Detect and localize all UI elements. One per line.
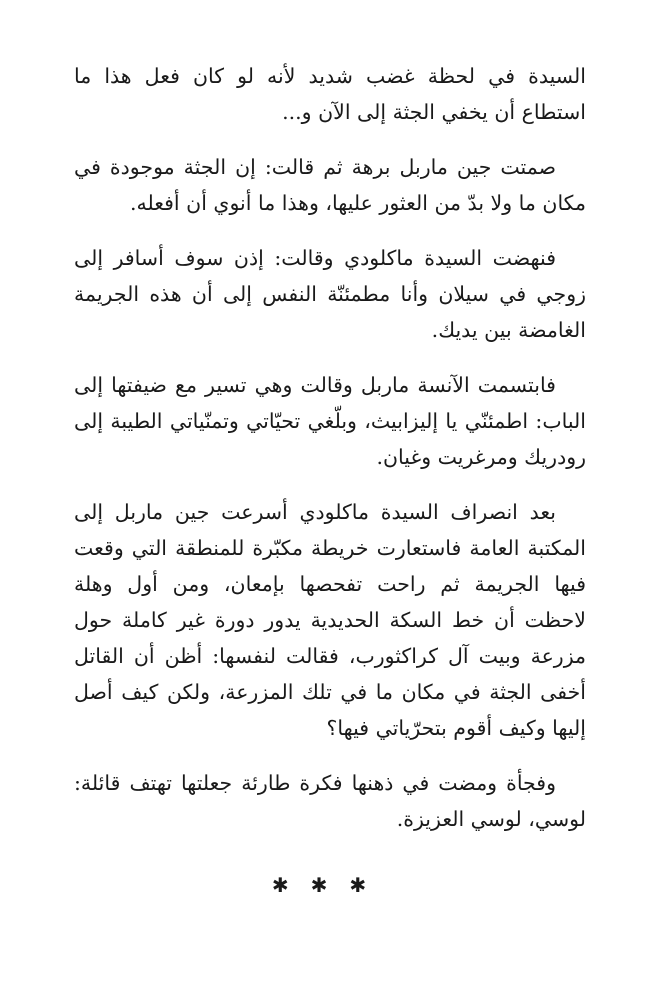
paragraph-3: فنهضت السيدة ماكلودي وقالت: إذن سوف أسافر إلى زوجي في سيلان وأنا مطمئنّة النفس إلى أن هذه الجريمة الغامضة بين يديك. bbox=[74, 246, 586, 342]
asterisk-icon: ✱ bbox=[310, 873, 350, 897]
section-separator bbox=[74, 867, 586, 903]
paragraph-2: صمتت جين ماربل برهة ثم قالت: إن الجثة موجودة في مكان ما ولا بدّ من العثور عليها، وهذا ما أنوي أن أفعله. bbox=[74, 155, 586, 215]
paragraph-5: بعد انصراف السيدة ماكلودي أسرعت جين ماربل إلى المكتبة العامة فاستعارت خريطة مكبّرة للمنطقة التي وقعت فيها الجريمة ثم راحت تفحصها بإمعان، ومن أول وهلة لاحظت أن خط السكة الحديدية يدور دورة غير كاملة حول مزرعة وبيت آل كراكثورب، فقالت لنفسها: أظن أن القاتل أخفى الجثة في مكان ما في تلك المزرعة، ولكن كيف أصل إليها وكيف أقوم بتحرّياتي فيها؟ bbox=[74, 500, 586, 740]
paragraph-4: فابتسمت الآنسة ماربل وقالت وهي تسير مع ضيفتها إلى الباب: اطمئنّي يا إليزابيث، وبلّغي تحيّاتي وتمنّياتي الطيبة إلى رودريك ومرغريت وغيان. bbox=[74, 373, 586, 469]
asterisk-icon: ✱ bbox=[271, 873, 311, 897]
asterisk-icon: ✱ bbox=[349, 873, 389, 897]
paragraph-1: السيدة في لحظة غضب شديد لأنه لو كان فعل هذا ما استطاع أن يخفي الجثة إلى الآن و... bbox=[74, 64, 586, 124]
paragraph-6: وفجأة ومضت في ذهنها فكرة طارئة جعلتها تهتف قائلة: لوسي، لوسي العزيزة. bbox=[74, 771, 586, 831]
book-page bbox=[74, 58, 586, 903]
